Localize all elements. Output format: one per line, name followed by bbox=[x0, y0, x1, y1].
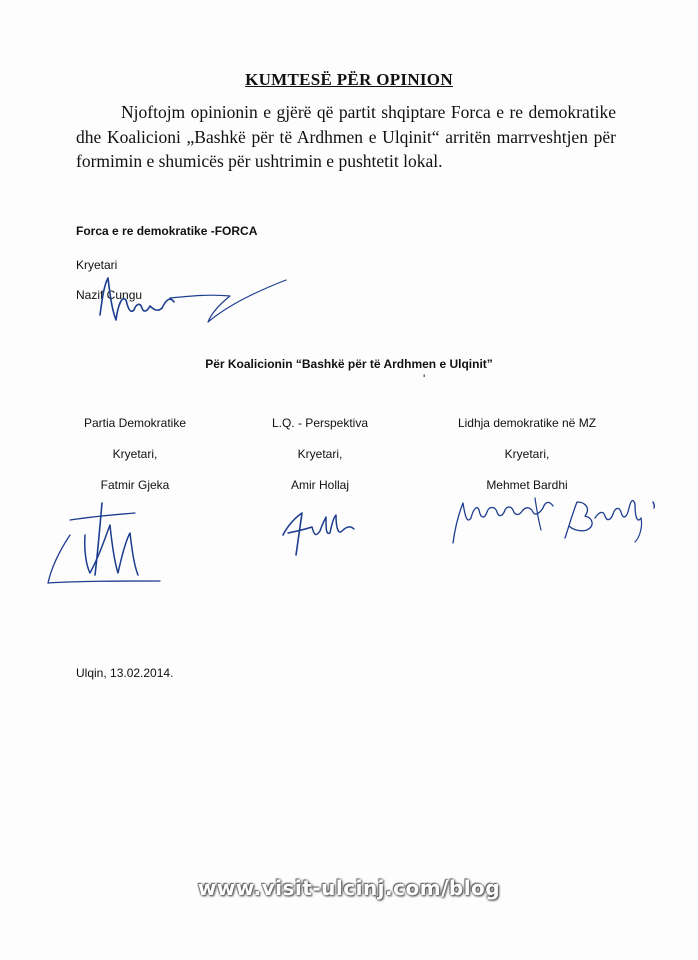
signatory-column-2 bbox=[220, 416, 420, 509]
document-title: KUMTESË PËR OPINION bbox=[245, 70, 453, 89]
first-party-role: Kryetari bbox=[76, 258, 118, 272]
signature-fatmir-gjeka-icon bbox=[40, 495, 165, 590]
first-party-name: Forca e re demokratike -FORCA bbox=[76, 224, 258, 238]
signatory-person: Fatmir Gjeka bbox=[100, 478, 170, 492]
signatory-person: Amir Hollaj bbox=[290, 478, 349, 492]
ink-dot: ' bbox=[423, 372, 426, 386]
signatory-party: Partia Demokratike bbox=[83, 416, 187, 430]
place-and-date: Ulqin, 13.02.2014. bbox=[76, 666, 174, 680]
watermark-url: www.visit-ulcinj.com/blog bbox=[197, 876, 501, 900]
signature-mehmet-bardhi-icon bbox=[445, 488, 665, 548]
signature-nazif-cungu-icon bbox=[90, 270, 290, 330]
signatory-role: Kryetari, bbox=[297, 447, 343, 461]
signatory-role: Kryetari, bbox=[112, 447, 158, 461]
signatory-party: Lidhja demokratike në MZ bbox=[457, 416, 597, 430]
signatory-party: L.Q. - Perspektiva bbox=[271, 416, 369, 430]
signature-amir-hollaj-icon bbox=[278, 505, 368, 560]
document-body: Njoftojm opinionin e gjërë që partit shqiptare Forca e re demokratike dhe Koalicioni „Bashkë për të Ardhmen e Ulqinit“ arritën marrveshtjen për formimin e shumicës për ushtrimin e pushtetit lokal. bbox=[76, 102, 616, 171]
signatory-role: Kryetari, bbox=[504, 447, 550, 461]
coalition-heading: Për Koalicionin “Bashkë për të Ardhmen e Ulqinit” bbox=[205, 357, 493, 371]
signatory-person: Mehmet Bardhi bbox=[486, 478, 568, 492]
first-party-person: Nazif Cungu bbox=[76, 288, 143, 302]
